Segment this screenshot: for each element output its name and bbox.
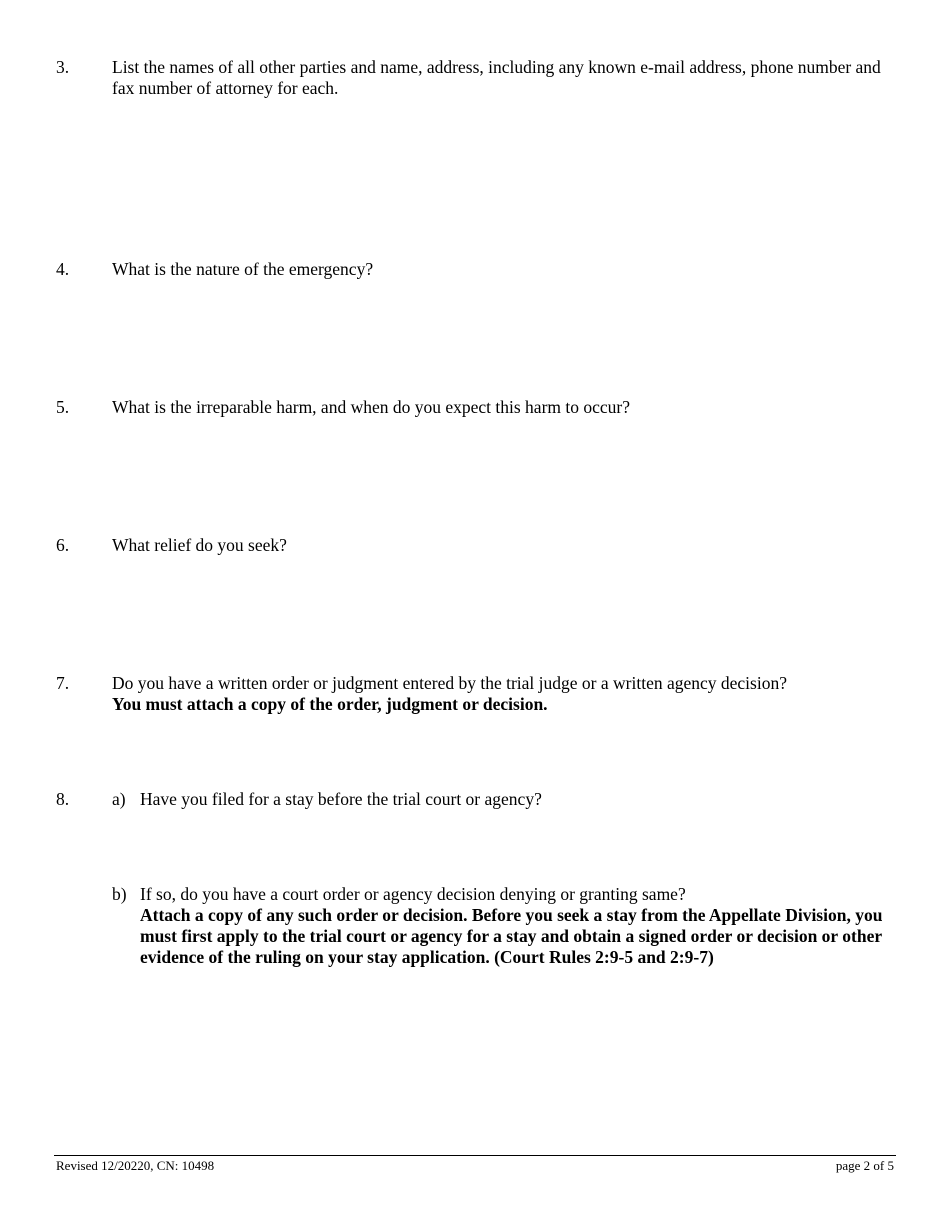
question-number: 6. [56, 535, 70, 555]
footer-page-number: page 2 of 5 [835, 1158, 894, 1173]
question-number: 4. [56, 259, 70, 279]
question-body [112, 673, 902, 715]
question-number: 3. [56, 57, 70, 77]
question-number: 5. [56, 397, 70, 417]
question-text: What is the irreparable harm, and when do you expect this harm to occur? [112, 397, 631, 417]
sub-question-label: a) [112, 789, 126, 809]
footer-divider [54, 1155, 896, 1156]
question-number: 8. [56, 789, 70, 809]
question-text: What relief do you seek? [112, 535, 287, 555]
sub-question-body [140, 884, 900, 968]
sub-question-instruction: Attach a copy of any such order or decision. Before you seek a stay from the Appellate Division, you must first apply to the trial court or agency for a stay and obtain a signed order or decision or other evidence of the ruling on your stay application. (Court Rules 2:9-5 and 2:9-7) [140, 905, 883, 967]
question-number: 7. [56, 673, 70, 693]
sub-question-text: If so, do you have a court order or agency decision denying or granting same? [140, 884, 686, 904]
question-text: List the names of all other parties and name, address, including any known e-mail address, phone number and fax number of attorney for each. [112, 57, 881, 98]
sub-question-text: Have you filed for a stay before the trial court or agency? [140, 789, 542, 809]
sub-question-label: b) [112, 884, 127, 904]
question-text: What is the nature of the emergency? [112, 259, 374, 279]
footer-revision: Revised 12/20220, CN: 10498 [56, 1158, 215, 1173]
question-instruction: You must attach a copy of the order, judgment or decision. [112, 694, 548, 714]
question-text: Do you have a written order or judgment entered by the trial judge or a written agency decision? [112, 673, 787, 693]
